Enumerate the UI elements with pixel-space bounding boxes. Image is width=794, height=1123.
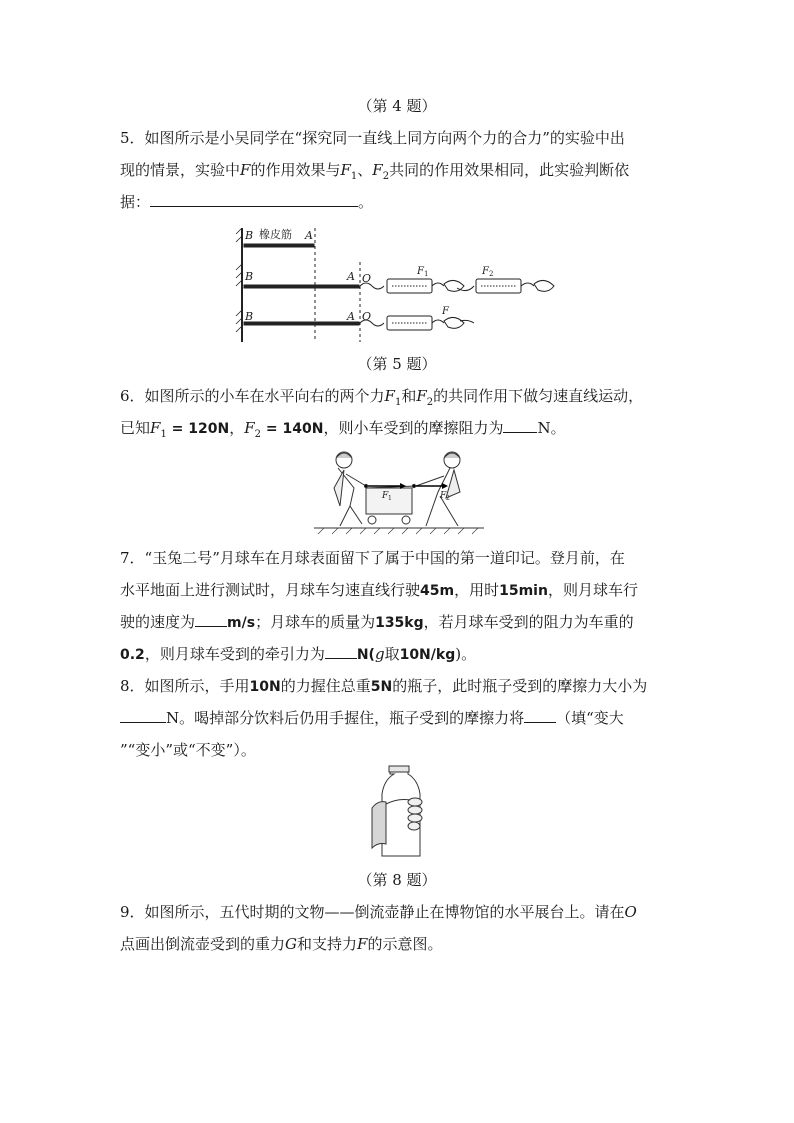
q5-fig-label-A3: A [347,310,355,323]
q5-line3-part-b: 。 [358,193,374,211]
caption-question-8: （第 8 题） [357,871,437,889]
q7-mass: 135kg [375,615,424,631]
q5-fig-label-F2: F [482,266,489,277]
q5-answer-blank[interactable] [150,192,358,207]
q6-line1-part-a: 6．如图所示的小车在水平向右的两个力 [120,387,385,405]
q6-line2-part-c: N。 [537,419,566,437]
q6-fig-label-F1: F [382,491,389,501]
q7-g-value: 10N/kg [399,647,456,663]
q7-line2-part-c: ，则月球车行 [547,581,638,599]
q6-fig-label-F2: F [440,491,447,501]
q7-line3-part-c: ，若月球车受到的阻力为车重的 [423,613,634,631]
q8-line1-part-a: 8．如图所示，手用 [120,677,250,695]
q7-line3-part-a: 驶的速度为 [120,613,196,631]
q5-sub-1: 1 [350,171,358,182]
q6-eq2-value: = 140N [261,421,324,437]
q5-text-line-1: 5．如图所示是小吴同学在“探究同一直线上同方向两个力的合力”的实验中出 [120,129,625,147]
q5-fig-label-F1: F [417,266,424,277]
q5-separator: 、 [357,161,373,179]
q7-line2-part-a: 水平地面上进行测试时，月球车匀速直线行驶 [120,581,421,599]
q5-fig-label-rubber: 橡皮筋 [259,228,292,241]
q6-line1-part-b: 的共同作用下做匀速直线运动， [433,387,644,405]
q8-change-blank[interactable] [524,708,556,723]
q6-line2-part-b: ，则小车受到的摩擦阻力为 [323,419,504,437]
q5-text-line-3 [120,192,680,212]
q6-sub-1: 1 [394,397,402,408]
q7-line4-part-b: ，则月球车受到的牵引力为 [144,645,325,663]
q9-symbol-F: F [357,935,368,953]
q6-eq1-var: F [150,419,161,437]
q7-line4-part-e: )。 [455,645,477,663]
q5-fig-label-O2: O [362,310,372,323]
figure-q5-rubber-band-experiment [232,224,562,346]
q5-line2-part-a: 现的情景，实验中 [120,161,241,179]
q6-eq2-var: F [244,419,255,437]
q6-line2-part-a: 已知 [120,419,151,437]
q8-line1-part-c: 的瓶子，此时瓶子受到的摩擦力大小为 [392,677,648,695]
q6-fig-label-F2-sub: 2 [446,495,450,502]
q9-text-line-2 [120,934,680,954]
q8-text-line-3: ”“变小”或“不变”）。 [120,741,256,759]
q7-line3-part-b: ；月球车的质量为 [255,613,376,631]
q5-fig-label-F1-sub: 1 [424,270,429,278]
figure-q6-cart-pushers [310,448,488,536]
q9-line2-part-c: 的示意图。 [367,935,443,953]
q7-text-line-1: 7．“玉兔二号”月球车在月球表面留下了属于中国的第一道印记。登月前，在 [120,549,625,567]
q5-fig-label-A2: A [347,270,355,283]
q7-ratio: 0.2 [120,647,145,663]
q7-line4-part-d: 取 [384,645,400,663]
q9-line2-part-b: 和支持力 [297,935,358,953]
q6-and: 和 [401,387,417,405]
caption-question-5: （第 5 题） [357,355,437,373]
q7-force-blank[interactable] [325,644,357,659]
q7-speed-unit: m/s [227,615,256,631]
q5-text-line-2 [120,160,680,187]
q6-text-line-1 [120,386,680,413]
q7-text-line-3 [120,612,680,633]
q6-comma: ， [229,419,245,437]
q8-text-line-1 [120,676,680,697]
q6-eq1-value: = 120N [166,421,230,437]
figure-q8-hand-holding-bottle [368,764,430,860]
q5-symbol-F2: F [372,161,383,179]
q6-eq2-sub: 2 [254,429,262,440]
q6-sub-2: 2 [426,397,434,408]
q8-line2-part-a: N。喝掉部分饮料后仍用手握住，瓶子受到的摩擦力将 [166,709,525,727]
q5-fig-label-F: F [442,306,449,317]
q7-text-line-2 [120,580,680,601]
q7-line2-part-b: ，用时 [454,581,500,599]
q8-text-line-2 [120,708,680,728]
q7-speed-blank[interactable] [195,612,227,627]
q9-symbol-O: O [624,903,637,921]
q5-line2-part-b: 的作用效果与 [250,161,341,179]
q5-sub-2: 2 [382,171,390,182]
q8-grip-force: 10N [249,679,281,695]
q5-line3-part-a: 据： [120,193,151,211]
q5-fig-label-B1: B [245,229,254,242]
q5-fig-label-B2: B [245,270,254,283]
q6-answer-blank[interactable] [503,418,537,433]
q9-line2-part-a: 点画出倒流壶受到的重力 [120,935,286,953]
q8-friction-blank[interactable] [120,708,166,723]
q6-symbol-F1: F [384,387,395,405]
q5-symbol-F: F [240,161,251,179]
q7-distance: 45m [420,583,455,599]
q5-fig-label-B3: B [245,310,254,323]
q5-fig-label-O1: O [362,272,372,285]
q5-symbol-F1: F [340,161,351,179]
q5-fig-label-F2-sub: 2 [489,270,494,278]
q9-symbol-G: G [285,935,297,953]
q7-text-line-4 [120,644,680,665]
q5-line2-part-c: 共同的作用效果相同，此实验判断依 [389,161,630,179]
q7-symbol-g: g [374,645,385,663]
q9-text-line-1 [120,902,680,922]
q6-fig-label-F1-sub: 1 [388,495,392,502]
q8-bottle-weight: 5N [370,679,393,695]
q8-line2-part-b: （填“变大 [556,709,624,727]
caption-question-4: （第 4 题） [357,97,437,115]
q7-time: 15min [499,583,548,599]
q9-line1-part-a: 9．如图所示，五代时期的文物——倒流壶静止在博物馆的水平展台上。请在 [120,903,625,921]
q6-symbol-F2: F [416,387,427,405]
q5-fig-label-A1: A [305,229,313,242]
q6-text-line-2 [120,418,680,445]
q6-eq1-sub: 1 [160,429,167,440]
q7-line4-part-c: N( [356,647,375,663]
q8-line1-part-b: 的力握住总重 [280,677,371,695]
